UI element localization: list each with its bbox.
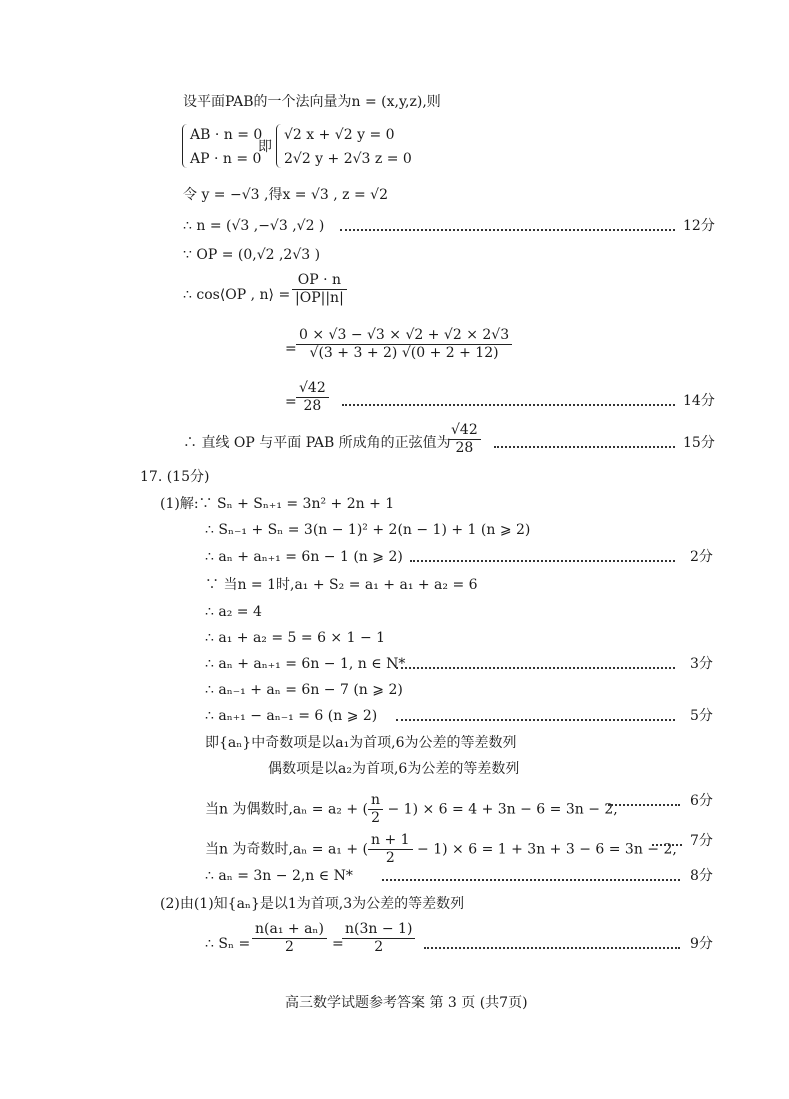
page-footer: 高三数学试题参考答案 第 3 页 (共7页) [285, 995, 528, 1011]
fraction-numerator: n + 1 [371, 832, 410, 848]
score-label: 3分 [690, 656, 713, 672]
fraction-numerator: 0 × √3 − √3 × √2 + √2 × 2√3 [299, 327, 510, 343]
equation-part: − 1) × 6 = 1 + 3n + 3 − 6 = 3n − 2, [412, 841, 677, 858]
equation-line: = [285, 341, 297, 357]
fraction [342, 921, 415, 956]
equation-line: ∴ Sₙ₋₁ + Sₙ = 3(n − 1)² + 2(n − 1) + 1 (n ⩾ 2) [205, 522, 531, 538]
text-line: 偶数项是以a₂为首项,6为公差的等差数列 [268, 761, 520, 777]
fraction-numerator: √42 [451, 422, 478, 438]
score-label: 8分 [690, 868, 713, 884]
fraction-numerator: n(3n − 1) [345, 921, 413, 937]
score-label: 15分 [683, 435, 715, 451]
equation-line: (1)解:∵ Sₙ + Sₙ₊₁ = 3n² + 2n + 1 [160, 496, 395, 512]
text-line: 令 y = −√3 ,得x = √3 , z = √2 [183, 187, 388, 203]
fraction [296, 327, 512, 362]
left-brace [182, 124, 187, 168]
equation-line [205, 792, 618, 827]
fraction [448, 422, 481, 457]
equation-line: AB · n = 0 [190, 127, 263, 143]
text-line: 设平面PAB的一个法向量为n = (x,y,z),则 [183, 94, 441, 110]
fraction-denominator: 28 [448, 439, 481, 457]
fraction-numerator: n [371, 792, 381, 808]
fraction-numerator: OP · n [297, 272, 342, 288]
dotted-leader [396, 719, 675, 721]
equation-line: ∴ a₂ = 4 [205, 604, 262, 620]
dotted-leader [382, 879, 680, 881]
dotted-leader [342, 404, 675, 406]
equation-line: 2√2 y + 2√3 z = 0 [284, 151, 412, 167]
fraction-denominator: 2 [252, 938, 327, 956]
equation-part: = [332, 936, 344, 952]
fraction-denominator: 2 [368, 849, 413, 867]
text-line: (2)由(1)知{aₙ}是以1为首项,3为公差的等差数列 [160, 896, 465, 912]
score-label: 9分 [690, 936, 713, 952]
fraction-denominator: √(3 + 3 + 2) √(0 + 2 + 12) [296, 344, 512, 362]
fraction [252, 921, 327, 956]
score-label: 12分 [683, 218, 715, 234]
score-label: 2分 [690, 549, 713, 565]
text-line: 即{aₙ}中奇数项是以a₁为首项,6为公差的等差数列 [205, 735, 517, 751]
score-label: 7分 [690, 833, 713, 849]
dotted-leader [424, 947, 680, 949]
score-label: 14分 [683, 393, 715, 409]
equation-line [205, 832, 677, 867]
dotted-leader [340, 229, 675, 231]
equation-line: ∴ aₙ₊₁ − aₙ₋₁ = 6 (n ⩾ 2) [205, 708, 378, 724]
fraction-denominator: |OP||n| [292, 289, 347, 307]
equation-line: AP · n = 0 [190, 151, 262, 167]
equation-line: ∴ aₙ = 3n − 2,n ∈ N* [205, 868, 353, 884]
problem-number: 17. (15分) [140, 469, 210, 485]
text-line: ∴ 直线 OP 与平面 PAB 所成角的正弦值为 [183, 435, 451, 451]
fraction-numerator: √42 [299, 380, 326, 396]
fraction-numerator: n(a₁ + aₙ) [255, 921, 324, 937]
dotted-leader [494, 446, 675, 448]
fraction [296, 380, 329, 415]
equation-line: ∴ Sₙ = [205, 936, 251, 952]
fraction-denominator: 2 [342, 938, 415, 956]
dotted-leader [608, 804, 680, 806]
score-label: 6分 [690, 793, 713, 809]
score-label: 5分 [690, 708, 713, 724]
equation-line: √2 x + √2 y = 0 [284, 127, 395, 143]
equation-line: ∵ 当n = 1时,a₁ + S₂ = a₁ + a₁ + a₂ = 6 [205, 577, 478, 593]
equation-line: ∴ n = (√3 ,−√3 ,√2 ) [183, 218, 325, 234]
equation-line: ∴ aₙ + aₙ₊₁ = 6n − 1, n ∈ N* [205, 656, 406, 672]
dotted-leader [396, 667, 675, 669]
fraction [292, 272, 347, 307]
equation-line: ∴ a₁ + a₂ = 5 = 6 × 1 − 1 [205, 630, 386, 646]
left-brace [276, 124, 281, 168]
equation-line: ∴ aₙ₋₁ + aₙ = 6n − 7 (n ⩾ 2) [205, 682, 403, 698]
fraction-denominator: 2 [368, 809, 383, 827]
text-line: 即 [258, 139, 272, 155]
dotted-leader [652, 844, 682, 846]
equation-line: ∴ aₙ + aₙ₊₁ = 6n − 1 (n ⩾ 2) [205, 549, 403, 565]
equation-part: 当n 为偶数时,aₙ = a₂ + ( [205, 801, 369, 818]
equation-part: 当n 为奇数时,aₙ = a₁ + ( [205, 841, 369, 858]
dotted-leader [410, 560, 675, 562]
equation-part: − 1) × 6 = 4 + 3n − 6 = 3n − 2, [383, 801, 618, 818]
equation-line: ∴ cos⟨OP , n⟩ = [183, 287, 291, 303]
equation-line: = [285, 394, 297, 410]
fraction-denominator: 28 [296, 397, 329, 415]
equation-line: ∵ OP = (0,√2 ,2√3 ) [183, 247, 321, 263]
